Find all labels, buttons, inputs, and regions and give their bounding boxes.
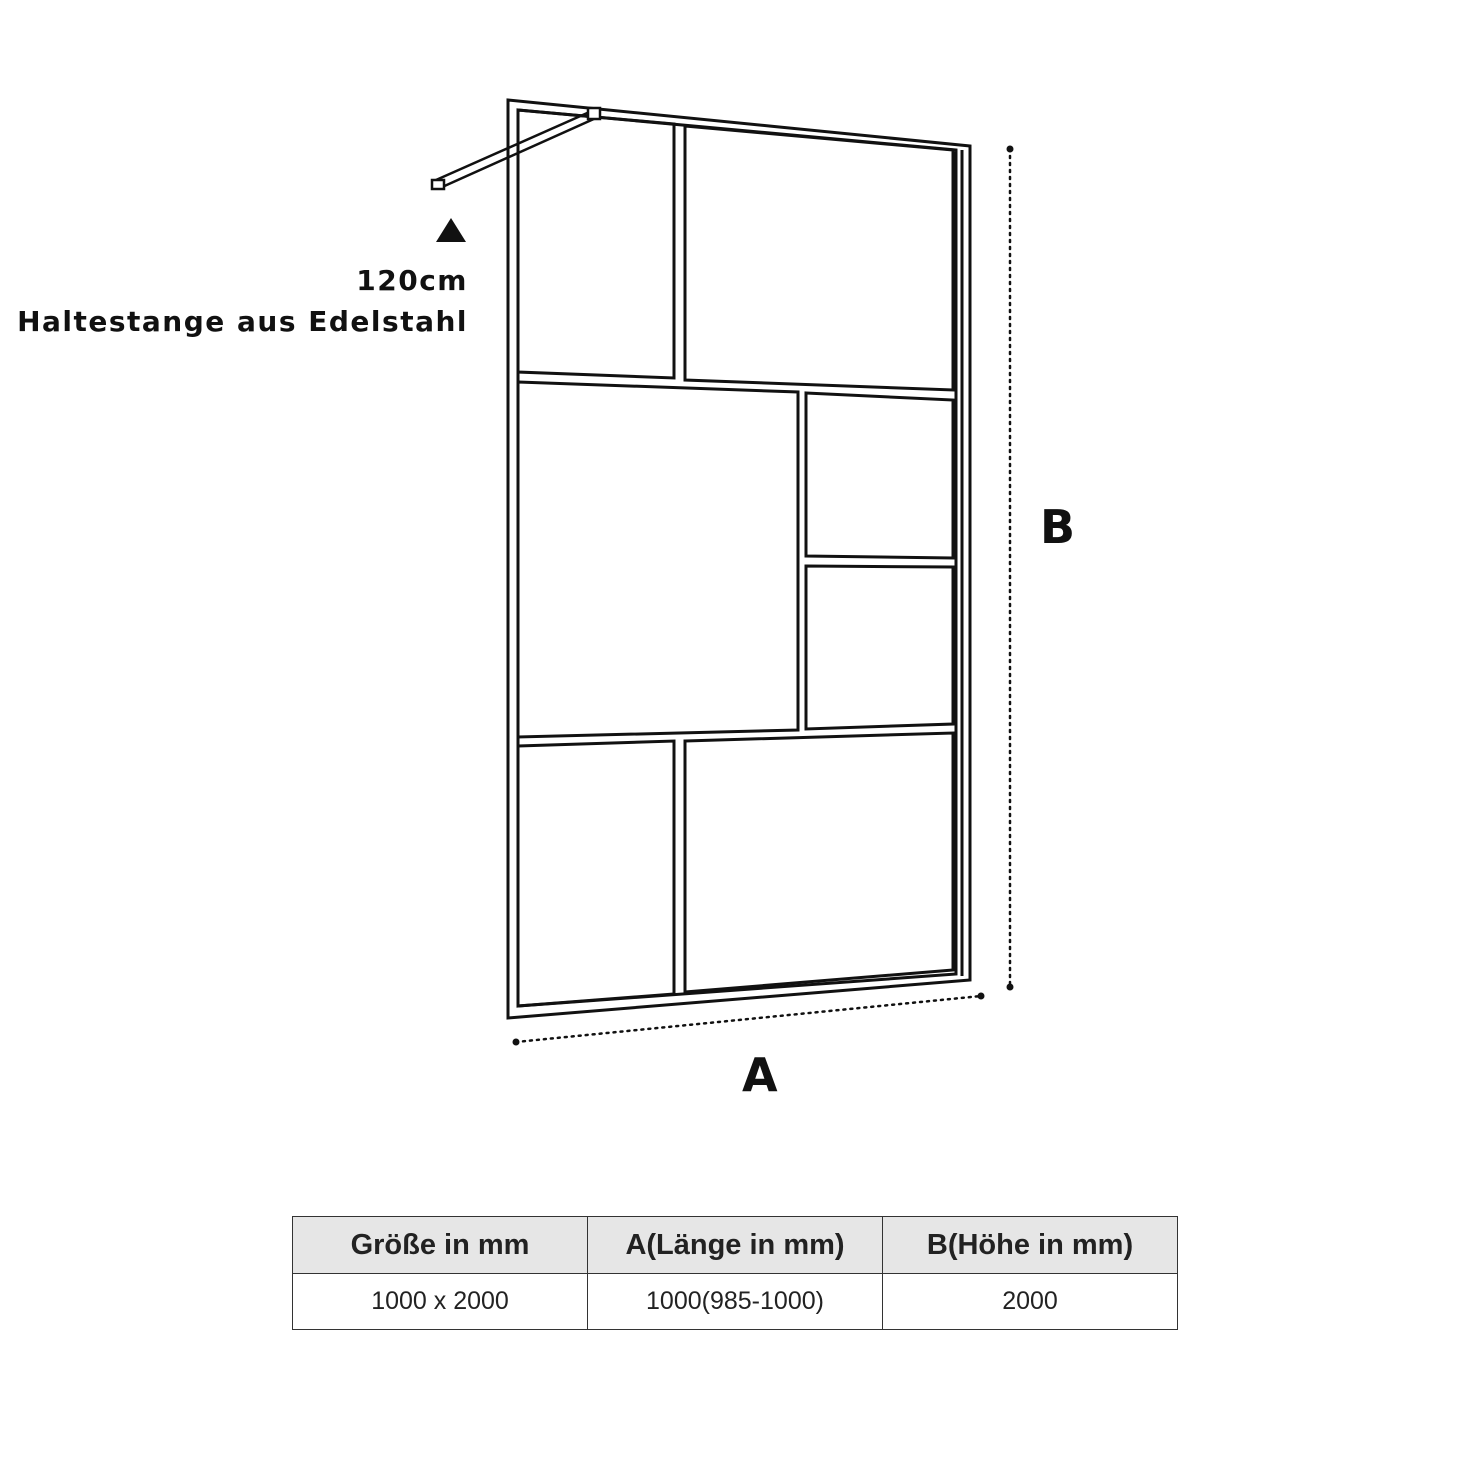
header-length-a: A(Länge in mm) (588, 1217, 883, 1274)
pane-top-left (518, 110, 674, 378)
table-row (293, 1274, 1178, 1330)
header-height-b: B(Höhe in mm) (883, 1217, 1178, 1274)
rod-length-label: 120cm (356, 264, 468, 297)
pane-middle-right-bottom (806, 566, 953, 729)
rod-material-label: Haltestange aus Edelstahl (17, 305, 468, 338)
header-size: Größe in mm (293, 1217, 588, 1274)
pane-middle-right-top (806, 393, 953, 558)
cell-height-b: 2000 (883, 1274, 1178, 1330)
dimension-line-b (1007, 146, 1014, 991)
pane-bottom-right (685, 733, 953, 992)
pane-top-right (685, 126, 953, 390)
dimension-label-b: B (1040, 500, 1076, 554)
size-table (292, 1216, 1178, 1330)
dimension-label-a: A (742, 1048, 778, 1102)
stabiliser-rod (432, 108, 600, 189)
rod-caption (17, 260, 468, 342)
outer-frame (508, 100, 970, 1018)
table-header-row (293, 1217, 1178, 1274)
cell-size: 1000 x 2000 (293, 1274, 588, 1330)
cell-length-a: 1000(985-1000) (588, 1274, 883, 1330)
pane-middle-large (518, 382, 798, 737)
pane-bottom-left (518, 741, 674, 1006)
pointer-triangle-icon (436, 218, 466, 242)
